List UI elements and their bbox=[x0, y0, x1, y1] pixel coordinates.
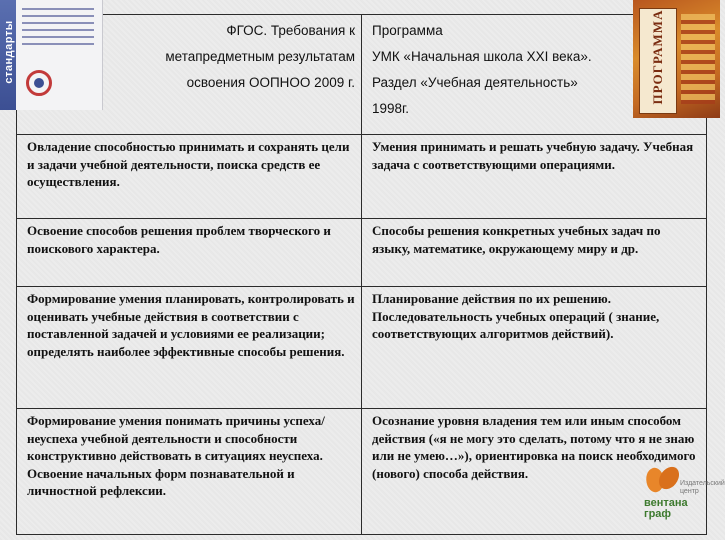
publisher-name-line1: вентана bbox=[644, 497, 688, 509]
fgos-requirement-cell: Формирование умения планировать, контролировать и оценивать учебные действия в соответствии с поставленной задачей и условиями ее реализации; определять наиболее эффективные способы решения. bbox=[17, 287, 362, 409]
publisher-caption: Издательский центр bbox=[680, 480, 725, 495]
book-cover-panel bbox=[639, 8, 677, 114]
table-row bbox=[17, 135, 707, 219]
program-content-cell: Способы решения конкретных учебных задач по языку, математике, окружающему миру и др. bbox=[362, 219, 707, 287]
header-program-line: Программа bbox=[372, 23, 443, 38]
book-spine-title: стандарты bbox=[3, 20, 15, 84]
program-content-cell: Умения принимать и решать учебную задачу. Учебная задача с соответствующими операциями. bbox=[362, 135, 707, 219]
table-row bbox=[17, 219, 707, 287]
fgos-requirement-cell: Освоение способов решения проблем творческого и поискового характера. bbox=[17, 219, 362, 287]
header-program-line: Раздел «Учебная деятельность» bbox=[372, 75, 578, 90]
cover-decoration bbox=[681, 14, 715, 104]
program-book-cover-image bbox=[633, 0, 720, 118]
fgos-requirement-cell: Овладение способностью принимать и сохранять цели и задачи учебной деятельности, поиска средств ее осуществления. bbox=[17, 135, 362, 219]
header-fgos-line: метапредметным результатам bbox=[165, 49, 355, 64]
table-header-row bbox=[17, 15, 707, 135]
header-fgos-line: ФГОС. Требования к bbox=[226, 23, 355, 38]
book-spine bbox=[0, 0, 16, 110]
header-fgos-line: освоения ООПНОО 2009 г. bbox=[186, 75, 355, 90]
fgos-requirement-cell: Формирование умения понимать причины успеха/неуспеха учебной деятельности и способности конструктивно действовать в ситуациях неуспеха. Освоение начальных форм познавательной и личностной рефлексии. bbox=[17, 409, 362, 535]
table-row bbox=[17, 287, 707, 409]
program-content-cell: Осознание уровня владения тем или иным способом действия («я не могу это сделать, потому что я не знаю или не умею…»), ориентировка на поиск необходимого (нового) способа действия. bbox=[362, 409, 707, 535]
publisher-logo bbox=[640, 462, 725, 532]
cover-text-lines bbox=[22, 8, 94, 50]
fgos-book-cover-image bbox=[0, 0, 103, 110]
program-content-cell: Планирование действия по их решению. Последовательность учебных операций ( знание, соответствующих алгоритмов действий). bbox=[362, 287, 707, 409]
header-program-line: УМК «Начальная школа XXI века». bbox=[372, 49, 592, 64]
book-cover-title: ПРОГРАММА bbox=[650, 9, 665, 105]
publisher-name-line2: граф bbox=[644, 508, 672, 520]
table-row bbox=[17, 409, 707, 535]
publisher-name bbox=[644, 498, 688, 520]
header-program-line: 1998г. bbox=[372, 101, 410, 116]
comparison-table bbox=[16, 14, 707, 535]
emblem-center-icon bbox=[34, 78, 44, 88]
